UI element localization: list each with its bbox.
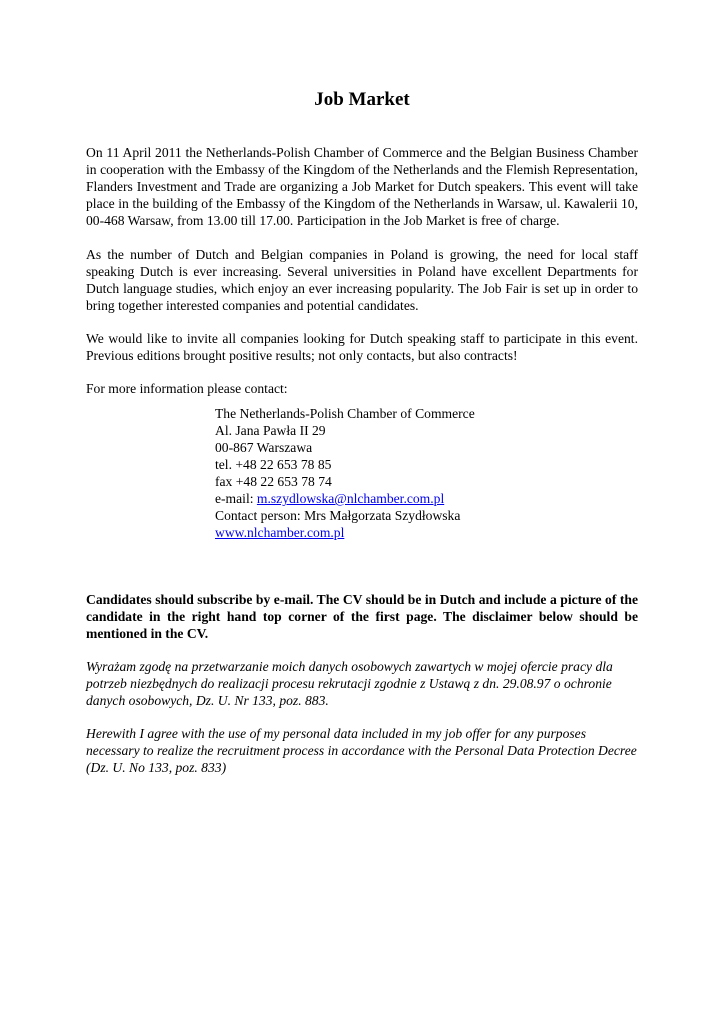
disclaimer-english: Herewith I agree with the use of my personal data included in my job offer for any purposes necessary to realize the recruitment process in accordance with the Personal Data Protection Decree (Dz. U. No 133, poz. 833) [86,726,637,775]
page-title: Job Market [314,89,410,110]
contact-email-label: e-mail: [215,491,257,506]
invitation-paragraph: We would like to invite all companies looking for Dutch speaking staff to participate in this event. Previous editions brought positive results; not only contacts, but also contracts! [86,331,638,363]
contact-block [215,405,638,541]
website-line [215,524,638,541]
contact-email-line [215,490,638,507]
contact-email-link[interactable]: m.szydlowska@nlchamber.com.pl [256,491,445,506]
website-link[interactable]: www.nlchamber.com.pl [215,525,345,540]
contact-tel: tel. +48 22 653 78 85 [215,457,332,472]
contact-street: Al. Jana Pawła II 29 [215,423,326,438]
background-paragraph: As the number of Dutch and Belgian companies in Poland is growing, the need for local staff speaking Dutch is ever increasing. Several universities in Poland have excellent Departments for Dutch language studies, which enjoy an ever increasing popularity. The Job Fair is set up in order to bring together interested companies and potential candidates. [86,247,638,313]
disclaimer-polish: Wyrażam zgodę na przetwarzanie moich danych osobowych zawartych w mojej ofercie pracy dla potrzeb niezbędnych do realizacji procesu rekrutacji zgodnie z Ustawą z dn. 29.08.97 o ochronie danych osobowych, Dz. U. Nr 133, poz. 883. [86,659,613,708]
intro-paragraph: On 11 April 2011 the Netherlands-Polish Chamber of Commerce and the Belgian Business Chamber in cooperation with the Embassy of the Kingdom of the Netherlands and the Flemish Representation, Flanders Investment and Trade are organizing a Job Market for Dutch speakers. This event will take place in the building of the Embassy of the Kingdom of the Netherlands in Warsaw, ul. Kawalerii 10, 00-468 Warsaw, from 13.00 till 17.00. Participation in the Job Market is free of charge. [86,145,638,228]
contact-person: Contact person: Mrs Małgorzata Szydłowska [215,508,461,523]
candidates-note: Candidates should subscribe by e-mail. The CV should be in Dutch and include a picture of the candidate in the right hand top corner of the first page. The disclaimer below should be mentioned in the CV. [86,592,638,641]
contact-intro-paragraph: For more information please contact: [86,381,288,396]
contact-city: 00-867 Warszawa [215,440,313,455]
contact-organization: The Netherlands-Polish Chamber of Commerce [215,406,475,421]
document-page [86,88,638,792]
contact-fax: fax +48 22 653 78 74 [215,474,332,489]
